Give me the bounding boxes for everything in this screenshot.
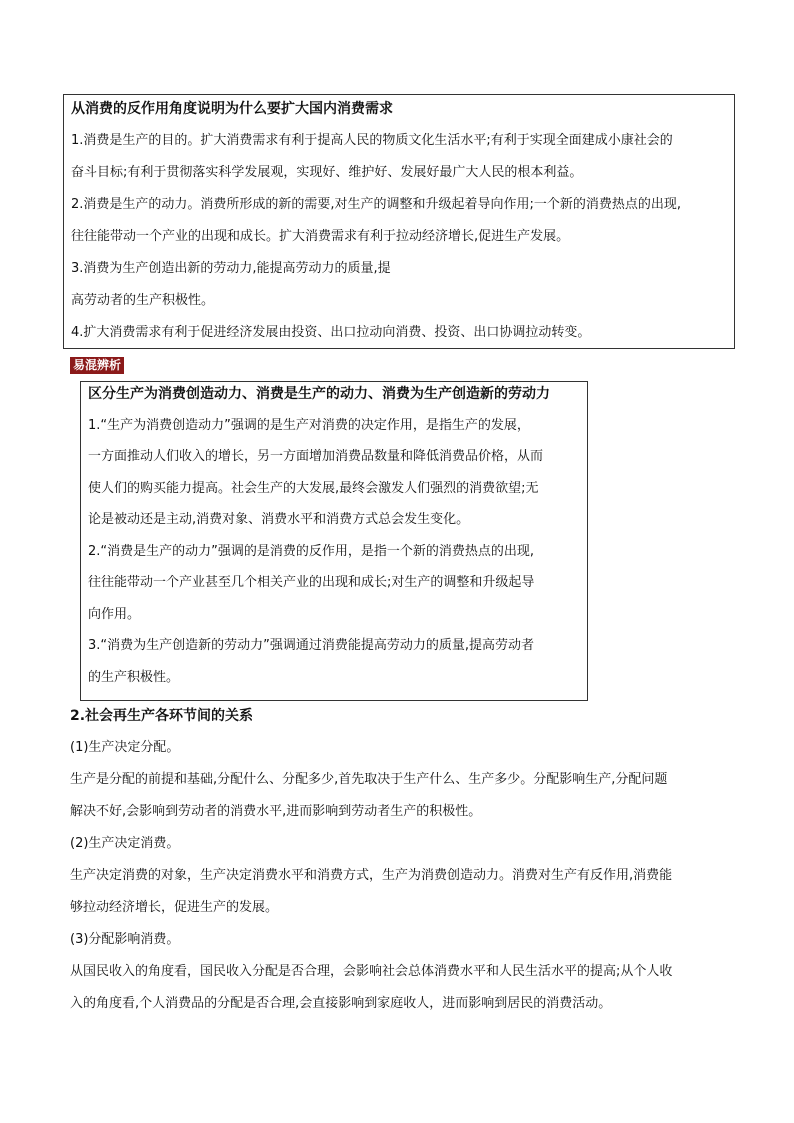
box-title: 区分生产为消费创造动力、消费是生产的动力、消费为生产创造新的劳动力 — [88, 386, 550, 402]
box-line: 2.“消费是生产的动力”强调的是消费的反作用，是指一个新的消费热点的出现, — [88, 543, 535, 559]
box-line: 奋斗目标;有利于贯彻落实科学发展观，实现好、维护好、发展好最广大人民的根本利益。 — [71, 165, 583, 180]
section-line: (2)生产决定消费。 — [70, 836, 180, 851]
section-line: 够拉动经济增长，促进生产的发展。 — [70, 900, 279, 915]
confusion-analysis-tag: 易混辨析 — [70, 357, 124, 374]
box-line: 1.消费是生产的目的。扩大消费需求有利于提高人民的物质文化生活水平;有利于实现全面建成小康社会的 — [71, 133, 673, 148]
box-line: 2.消费是生产的动力。消费所形成的新的需要,对生产的调整和升级起着导向作用;一个新的消费热点的出现, — [71, 197, 682, 212]
section-line: 从国民收入的角度看，国民收入分配是否合理，会影响社会总体消费水平和人民生活水平的提高;从个人收 — [70, 964, 673, 979]
distinction-box — [80, 381, 588, 701]
box-line: 4.扩大消费需求有利于促进经济发展由投资、出口拉动向消费、投资、出口协调拉动转变。 — [71, 325, 591, 340]
section-line: 生产决定消费的对象，生产决定消费水平和消费方式，生产为消费创造动力。消费对生产有反作用,消费能 — [70, 868, 673, 883]
consumption-demand-box — [63, 94, 735, 349]
section-line: 解决不好,会影响到劳动者的消费水平,进而影响到劳动者生产的积极性。 — [70, 804, 482, 819]
box-title: 从消费的反作用角度说明为什么要扩大国内消费需求 — [71, 101, 393, 117]
box-line: 论是被动还是主动,消费对象、消费水平和消费方式总会发生变化。 — [88, 512, 470, 527]
section-heading: 2.社会再生产各环节间的关系 — [70, 708, 254, 724]
box-line: 1.“生产为消费创造动力”强调的是生产对消费的决定作用，是指生产的发展， — [88, 417, 530, 433]
box-line: 往往能带动一个产业的出现和成长。扩大消费需求有利于拉动经济增长,促进生产发展。 — [71, 229, 570, 244]
section-line: 生产是分配的前提和基础,分配什么、分配多少,首先取决于生产什么、生产多少。分配影响生产,分配问题 — [70, 772, 668, 787]
box-line: 的生产积极性。 — [88, 669, 180, 685]
section-line: 入的角度看,个人消费品的分配是否合理,会直接影响到家庭收人，进而影响到居民的消费活动。 — [70, 996, 612, 1011]
reproduction-section — [70, 708, 740, 1028]
box-line: 一方面推动人们收入的增长，另一方面增加消费品数量和降低消费品价格，从而 — [88, 449, 544, 464]
box-line: 往往能带动一个产业甚至几个相关产业的出现和成长;对生产的调整和升级起导 — [88, 575, 535, 590]
box-line: 3.消费为生产创造出新的劳动力,能提高劳动力的质量,提 — [71, 261, 391, 276]
box-line: 高劳动者的生产积极性。 — [71, 293, 215, 308]
box-line: 3.“消费为生产创造新的劳动力”强调通过消费能提高劳动力的质量,提高劳动者 — [88, 638, 535, 653]
box-line: 向作用。 — [88, 606, 141, 622]
section-line: (1)生产决定分配。 — [70, 740, 180, 755]
section-line: (3)分配影响消费。 — [70, 932, 180, 947]
box-line: 使人们的购买能力提高。社会生产的大发展,最终会激发人们强烈的消费欲望;无 — [88, 480, 539, 496]
